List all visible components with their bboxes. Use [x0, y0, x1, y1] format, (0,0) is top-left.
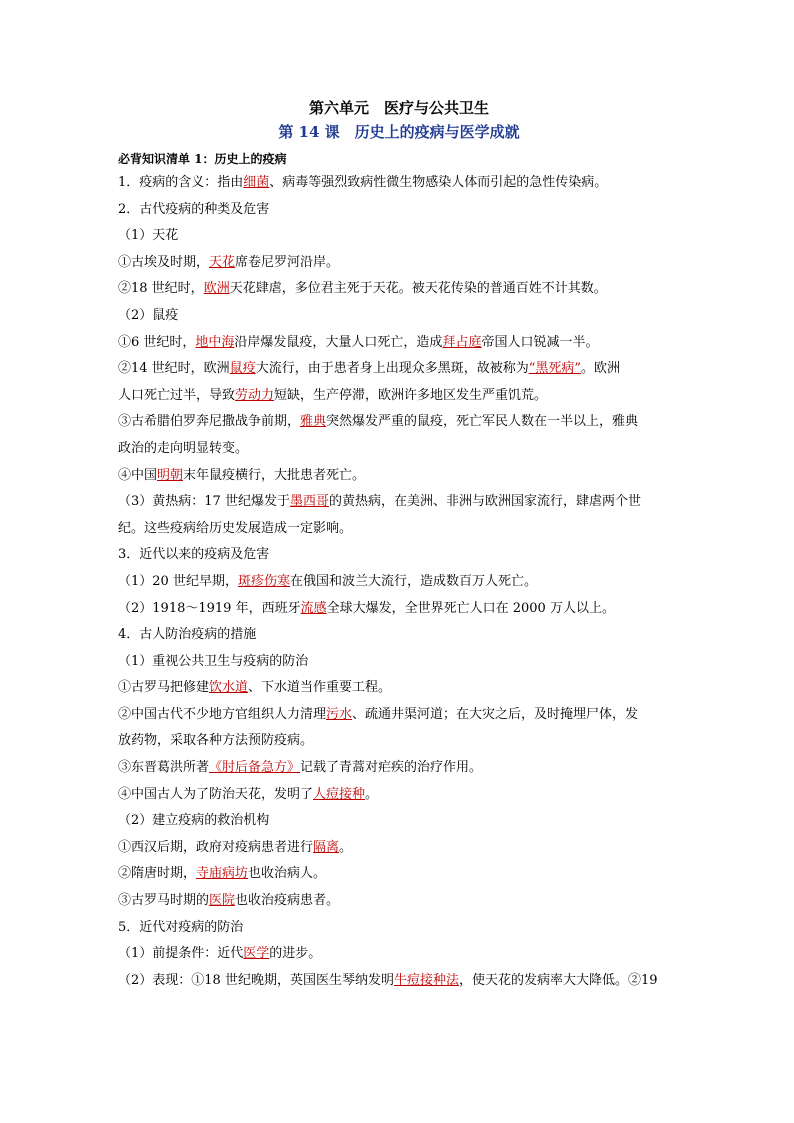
text-run: 全球大爆发，全世界死亡人口在 2000 万人以上。	[326, 600, 615, 616]
key-term: 劳动力	[235, 387, 275, 403]
key-term: 饮水道	[209, 680, 249, 696]
text-line	[118, 782, 680, 809]
key-term: 人痘接种	[313, 786, 366, 802]
text-run: 记载了青蒿对疟疾的治疗作用。	[300, 760, 483, 776]
key-term: “黑死病”	[528, 361, 582, 377]
text-run: 人口死亡过半，导致	[118, 387, 236, 403]
key-term: 天花	[209, 254, 236, 270]
key-term: 欧洲	[203, 281, 230, 297]
text-line	[118, 409, 680, 436]
text-line	[118, 649, 680, 676]
key-term: 隔离	[313, 839, 340, 855]
text-line	[118, 250, 680, 277]
section-title: 必背知识清单 1：历史上的疫病	[118, 152, 287, 166]
text-line	[118, 675, 680, 702]
text-run: 政治的走向明显转变。	[118, 440, 249, 456]
text-run: 5．近代对疫病的防治	[118, 919, 244, 935]
text-line	[118, 808, 680, 835]
text-run: ②14 世纪时，欧洲	[118, 361, 230, 377]
text-run: ①西汉后期，政府对疫病患者进行	[118, 839, 314, 855]
text-run: 在俄国和波兰大流行，造成数百万人死亡。	[289, 573, 537, 589]
key-term: 雅典	[300, 414, 327, 430]
text-run: （2）建立疫病的救治机构	[118, 813, 270, 829]
text-line	[118, 915, 680, 942]
key-term: 医院	[209, 893, 236, 909]
text-run: 。	[365, 786, 379, 802]
text-line	[118, 276, 680, 303]
text-line	[118, 542, 680, 569]
key-term: 牛痘接种法	[393, 972, 459, 988]
text-run: 纪。这些疫病给历史发展造成一定影响。	[118, 520, 353, 536]
text-run: 放药物，采取各种方法预防疫病。	[118, 733, 314, 749]
body-text	[118, 170, 680, 994]
text-run: 。	[339, 839, 353, 855]
text-line	[118, 861, 680, 888]
text-run: （2）表现：①18 世纪晚期，英国医生琴纳发明	[118, 972, 394, 988]
text-run: 天花肆虐，多位君主死于天花。被天花传染的普通百姓不计其数。	[229, 281, 607, 297]
text-run: 3．近代以来的疫病及危害	[118, 547, 270, 563]
text-run: （1）重视公共卫生与疫病的防治	[118, 653, 309, 669]
text-run: ①古埃及时期，	[118, 254, 210, 270]
text-line	[118, 516, 680, 543]
text-line	[118, 303, 680, 330]
text-line	[118, 888, 680, 915]
text-line	[118, 569, 680, 596]
text-run: 的进步。	[269, 946, 322, 962]
text-run: 的黄热病，在美洲、非洲与欧洲国家流行，肆虐两个世	[328, 494, 641, 510]
text-line	[118, 728, 680, 755]
text-run: 也收治疫病患者。	[235, 893, 340, 909]
text-run: 大流行，由于患者身上出现众多黑斑，故被称为	[255, 361, 529, 377]
key-term: 斑疹伤寒	[237, 573, 290, 589]
text-run: ①6 世纪时，	[118, 334, 196, 350]
text-run: 末年鼠疫横行，大批患者死亡。	[183, 467, 366, 483]
text-run: 也收治病人。	[248, 866, 327, 882]
unit-title: 第六单元 医疗与公共卫生	[308, 99, 489, 117]
key-term: 《肘后备急方》	[209, 760, 301, 776]
text-run: ③东晋葛洪所著	[118, 760, 210, 776]
text-line	[118, 197, 680, 224]
text-line	[118, 489, 680, 516]
key-term: 流感	[300, 600, 327, 616]
text-run: 突然爆发严重的鼠疫，死亡军民人数在一半以上，雅典	[326, 414, 639, 430]
text-run: ②18 世纪时，	[118, 281, 204, 297]
text-run: 席卷尼罗河沿岸。	[235, 254, 340, 270]
lesson-title: 第 14 课 历史上的疫病与医学成就	[278, 123, 520, 141]
text-line	[118, 223, 680, 250]
key-term: 污水	[326, 706, 353, 722]
text-line	[118, 463, 680, 490]
key-term: 寺庙病坊	[196, 866, 249, 882]
text-run: 帝国人口锐减一半。	[481, 334, 599, 350]
text-run: ③古罗马时期的	[118, 893, 210, 909]
key-term: 地中海	[195, 334, 235, 350]
text-line	[118, 941, 680, 968]
document-page	[118, 96, 680, 994]
text-run: ②隋唐时期，	[118, 866, 197, 882]
text-run: （1）天花	[118, 228, 179, 244]
text-line	[118, 835, 680, 862]
text-run: ①古罗马把修建	[118, 680, 210, 696]
text-line	[118, 968, 680, 995]
text-run: （2）鼠疫	[118, 307, 179, 323]
text-line	[118, 330, 680, 357]
key-term: 鼠疫	[229, 361, 256, 377]
text-run: 、病毒等强烈致病性微生物感染人体而引起的急性传染病。	[269, 175, 608, 190]
key-term: 细菌	[243, 175, 270, 190]
text-run: ④中国古人为了防治天花，发明了	[118, 786, 314, 802]
text-run: （1）20 世纪早期，	[118, 573, 238, 589]
text-run: （1）前提条件：近代	[118, 946, 244, 962]
text-run: ②中国古代不少地方官组织人力清理	[118, 706, 327, 722]
text-line	[118, 755, 680, 782]
text-run: ③古希腊伯罗奔尼撒战争前期，	[118, 414, 301, 430]
text-run: （3）黄热病：17 世纪爆发于	[118, 494, 290, 510]
text-line	[118, 436, 680, 463]
text-run: 短缺，生产停滞，欧洲许多地区发生严重饥荒。	[274, 387, 548, 403]
text-run: 、下水道当作重要工程。	[248, 680, 392, 696]
text-run: 、疏通井渠河道；在大灾之后，及时掩埋尸体，发	[352, 706, 639, 722]
text-run: 1．疫病的含义：指由	[118, 175, 244, 190]
text-run: 4．古人防治疫病的措施	[118, 627, 257, 643]
text-line	[118, 170, 680, 197]
text-line	[118, 622, 680, 649]
key-term: 医学	[243, 946, 270, 962]
key-term: 拜占庭	[442, 334, 482, 350]
text-line	[118, 596, 680, 623]
text-run: 2．古代疫病的种类及危害	[118, 201, 270, 217]
text-line	[118, 383, 680, 410]
text-run: ，使天花的发病率大大降低。②19	[458, 972, 658, 988]
text-run: （2）1918～1919 年，西班牙	[118, 600, 301, 616]
text-run: 。欧洲	[581, 361, 621, 377]
text-run: 沿岸爆发鼠疫，大量人口死亡，造成	[234, 334, 443, 350]
key-term: 明朝	[157, 467, 184, 483]
text-run: ④中国	[118, 467, 158, 483]
text-line	[118, 702, 680, 729]
text-line	[118, 356, 680, 383]
key-term: 墨西哥	[289, 494, 329, 510]
